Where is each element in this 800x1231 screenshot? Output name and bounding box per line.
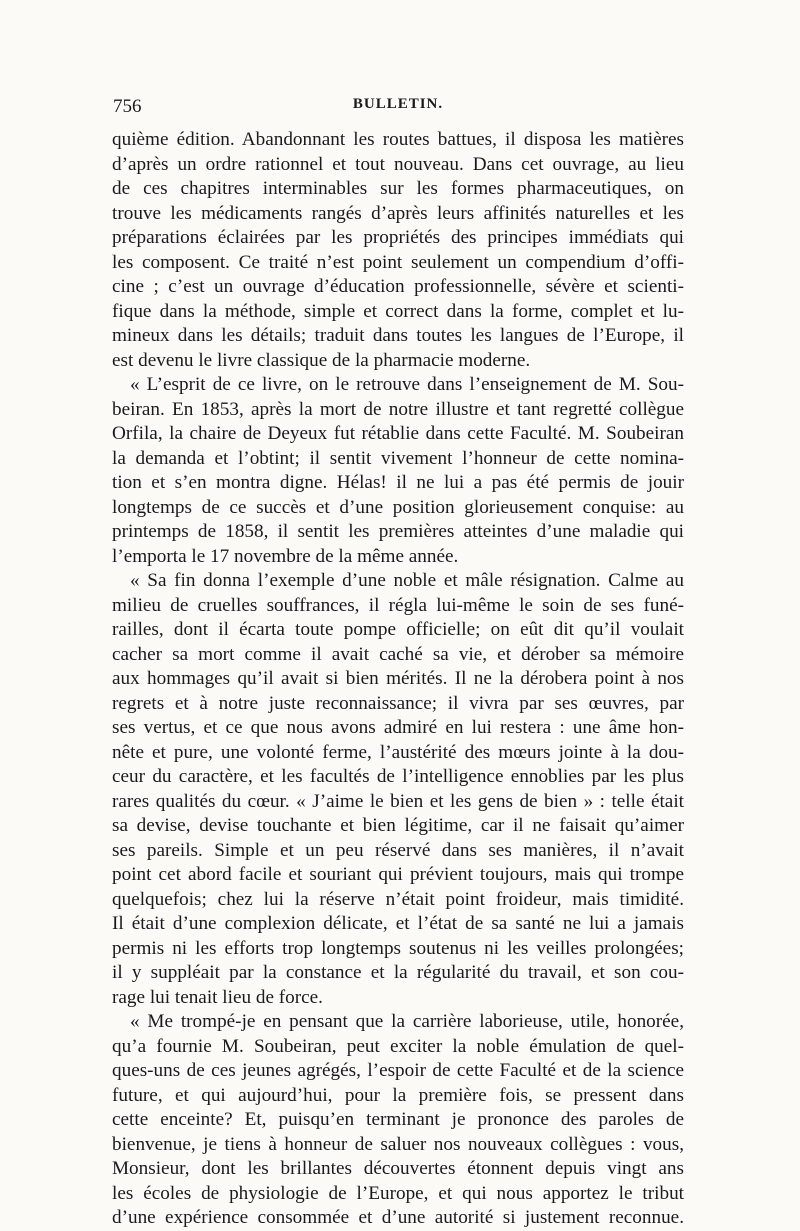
text-line: trouve les médicaments rangés d’après leurs affinités naturelles et les bbox=[112, 202, 684, 224]
running-head: BULLETIN. bbox=[352, 96, 444, 112]
text-line: point cet abord facile et souriant qui prévient toujours, mais qui trompe bbox=[112, 864, 684, 885]
text-line: les composent. Ce traité n’est point seulement un compendium d’offi- bbox=[112, 251, 684, 273]
text-line: d’après un ordre rationnel et tout nouveau. Dans cet ouvrage, au lieu bbox=[112, 153, 684, 175]
text-line: « Me trompé-je en pensant que la carrière laborieuse, utile, honorée, bbox=[130, 1011, 684, 1032]
text-line: d’une expérience consommée et d’une autorité si justement reconnue. bbox=[112, 1207, 684, 1228]
text-line: nête et pure, une volonté ferme, l’austérité des mœurs jointe à la dou- bbox=[112, 741, 684, 763]
text-line: longtemps de ce succès et d’une position glorieusement conquise: au bbox=[112, 496, 684, 518]
text-line: rares qualités du cœur. « J’aime le bien et les gens de bien » : telle était bbox=[112, 790, 684, 812]
text-line: il y suppléait par la constance et la régularité du travail, et son cou- bbox=[112, 962, 684, 983]
text-line: quième édition. Abandonnant les routes battues, il disposa les matières bbox=[112, 129, 684, 150]
text-line: « Sa fin donna l’exemple d’une noble et mâle résignation. Calme au bbox=[130, 570, 684, 591]
text-line: de ces chapitres interminables sur les formes pharmaceutiques, on bbox=[112, 178, 684, 199]
text-line: la demanda et l’obtint; il sentit vivement l’honneur de cette nomina- bbox=[112, 447, 684, 469]
text-line: Il était d’une complexion délicate, et l’état de sa santé ne lui a jamais bbox=[112, 913, 684, 934]
text-line: cette enceinte? Et, puisqu’en terminant je prononce des paroles de bbox=[112, 1109, 684, 1130]
text-line: ses vertus, et ce que nous avons admiré en lui restera : une âme hon- bbox=[112, 717, 684, 738]
text-line: cine ; c’est un ouvrage d’éducation professionnelle, sévère et scienti- bbox=[112, 276, 684, 297]
text-line: aux hommages qu’il avait si bien mérités. Il ne la dérobera point à nos bbox=[112, 668, 684, 689]
body-text bbox=[112, 128, 684, 1231]
text-line: fique dans la méthode, simple et correct dans la forme, complet et lu- bbox=[112, 300, 684, 322]
text-line: ques-uns de ces jeunes agrégés, l’espoir de cette Faculté et de la science bbox=[112, 1060, 684, 1081]
text-line: beiran. En 1853, après la mort de notre illustre et tant regretté collègue bbox=[112, 398, 684, 420]
text-line: ses pareils. Simple et un peu réservé dans ses manières, il n’avait bbox=[112, 839, 684, 861]
text-line: qu’a fournie M. Soubeiran, peut exciter la noble émulation de quel- bbox=[112, 1035, 684, 1057]
text-line: cacher sa mort comme il avait caché sa vie, et dérober sa mémoire bbox=[112, 643, 684, 665]
page-header bbox=[113, 96, 683, 126]
page-number: 756 bbox=[113, 96, 142, 117]
text-line: future, et qui aujourd’hui, pour la première fois, se pressent dans bbox=[112, 1084, 684, 1106]
text-line: Orfila, la chaire de Deyeux fut rétablie dans cette Faculté. M. Soubeiran bbox=[112, 423, 684, 444]
text-line: sa devise, devise touchante et bien légitime, car il ne faisait qu’aimer bbox=[112, 815, 684, 836]
text-line: bienvenue, je tiens à honneur de saluer nos nouveaux collègues : vous, bbox=[112, 1133, 684, 1155]
text-line: milieu de cruelles souffrances, il régla lui-même le soin de ses funé- bbox=[112, 594, 684, 616]
text-line: quelquefois; chez lui la réserve n’était point froideur, mais timidité. bbox=[112, 888, 684, 910]
text-line: permis ni les efforts trop longtemps soutenus ni les veilles prolongées; bbox=[112, 937, 684, 959]
text-line: les écoles de physiologie de l’Europe, et qui nous apportez le tribut bbox=[112, 1182, 684, 1204]
text-line: préparations éclairées par les propriétés des principes immédiats qui bbox=[112, 227, 684, 248]
text-line: mineux dans les détails; traduit dans toutes les langues de l’Europe, il bbox=[112, 325, 684, 346]
text-line: tion et s’en montra digne. Hélas! il ne lui a pas été permis de jouir bbox=[112, 472, 684, 493]
text-line: Monsieur, dont les brillantes découvertes étonnent depuis vingt ans bbox=[112, 1158, 684, 1179]
text-line: ceur du caractère, et les facultés de l’intelligence ennoblies par les plus bbox=[112, 766, 684, 787]
text-line: printemps de 1858, il sentit les premières atteintes d’une maladie qui bbox=[112, 521, 684, 542]
text-line: regrets et à notre juste reconnaissance; il vivra par ses œuvres, par bbox=[112, 692, 684, 714]
text-line: l’emporta le 17 novembre de la même année. bbox=[112, 545, 459, 567]
text-line: railles, dont il écarta toute pompe officielle; on eût dit qu’il voulait bbox=[112, 619, 684, 640]
text-line: est devenu le livre classique de la pharmacie moderne. bbox=[112, 349, 531, 371]
text-line: « L’esprit de ce livre, on le retrouve dans l’enseignement de M. Sou- bbox=[130, 374, 684, 395]
text-line: rage lui tenait lieu de force. bbox=[112, 986, 323, 1008]
